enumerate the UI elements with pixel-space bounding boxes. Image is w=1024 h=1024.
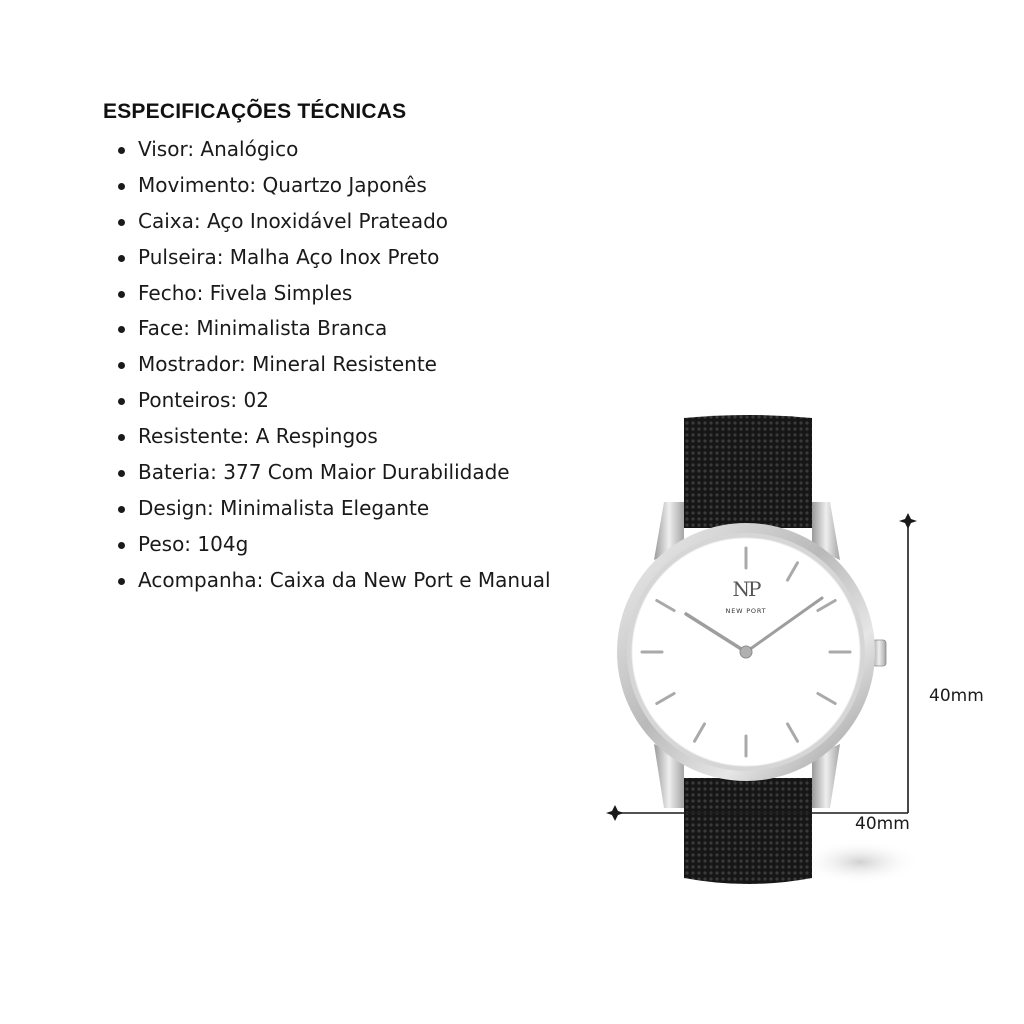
height-top-star-icon bbox=[899, 513, 917, 529]
spec-text: Design: Minimalista Elegante bbox=[138, 495, 430, 520]
spec-text: Fecho: Fivela Simples bbox=[138, 280, 353, 305]
watch-shadow bbox=[800, 840, 920, 884]
spec-item-caixa bbox=[116, 204, 551, 240]
brand-name: NEW PORT bbox=[725, 607, 767, 615]
spec-text: Caixa: Aço Inoxidável Prateado bbox=[138, 208, 448, 233]
width-dimension-label: 40mm bbox=[855, 814, 910, 834]
spec-text: Peso: 104g bbox=[138, 531, 249, 556]
spec-item-acompanha bbox=[116, 563, 551, 599]
hands-pivot bbox=[740, 646, 752, 658]
spec-item-peso bbox=[116, 527, 551, 563]
strap-top bbox=[684, 415, 812, 528]
spec-text: Mostrador: Mineral Resistente bbox=[138, 352, 437, 377]
spec-title: ESPECIFICAÇÕES TÉCNICAS bbox=[103, 100, 407, 123]
bullet-icon bbox=[118, 542, 125, 549]
bullet-icon bbox=[118, 291, 125, 298]
height-dimension-label: 40mm bbox=[929, 686, 984, 706]
bullet-icon bbox=[118, 147, 125, 154]
strap-bottom bbox=[684, 778, 812, 884]
spec-item-design bbox=[116, 491, 551, 527]
bullet-icon bbox=[118, 398, 125, 405]
spec-text: Face: Minimalista Branca bbox=[138, 316, 388, 341]
bullet-icon bbox=[118, 362, 125, 369]
spec-text: Ponteiros: 02 bbox=[138, 388, 269, 413]
bullet-icon bbox=[118, 255, 125, 262]
spec-item-ponteiros bbox=[116, 383, 551, 419]
width-left-star-icon bbox=[606, 805, 624, 821]
bullet-icon bbox=[118, 434, 125, 441]
bullet-icon bbox=[118, 578, 125, 585]
spec-item-bateria bbox=[116, 455, 551, 491]
spec-list bbox=[116, 132, 551, 599]
spec-text: Movimento: Quartzo Japonês bbox=[138, 172, 427, 197]
spec-text: Pulseira: Malha Aço Inox Preto bbox=[138, 244, 440, 269]
bullet-icon bbox=[118, 506, 125, 513]
spec-text: Bateria: 377 Com Maior Durabilidade bbox=[138, 460, 510, 485]
brand-logo-monogram: NP bbox=[732, 577, 760, 601]
bullet-icon bbox=[118, 183, 125, 190]
spec-item-pulseira bbox=[116, 240, 551, 276]
spec-item-mostrador bbox=[116, 347, 551, 383]
spec-text: Resistente: A Respingos bbox=[138, 424, 378, 449]
bullet-icon bbox=[118, 470, 125, 477]
spec-item-face bbox=[116, 311, 551, 347]
spec-item-resistente bbox=[116, 419, 551, 455]
spec-text: Acompanha: Caixa da New Port e Manual bbox=[138, 567, 551, 592]
spec-text: Visor: Analógico bbox=[138, 137, 299, 161]
spec-item-fecho bbox=[116, 276, 551, 312]
spec-item-movimento bbox=[116, 168, 551, 204]
spec-item-visor bbox=[116, 132, 551, 168]
bullet-icon bbox=[118, 219, 125, 226]
bullet-icon bbox=[118, 326, 125, 333]
